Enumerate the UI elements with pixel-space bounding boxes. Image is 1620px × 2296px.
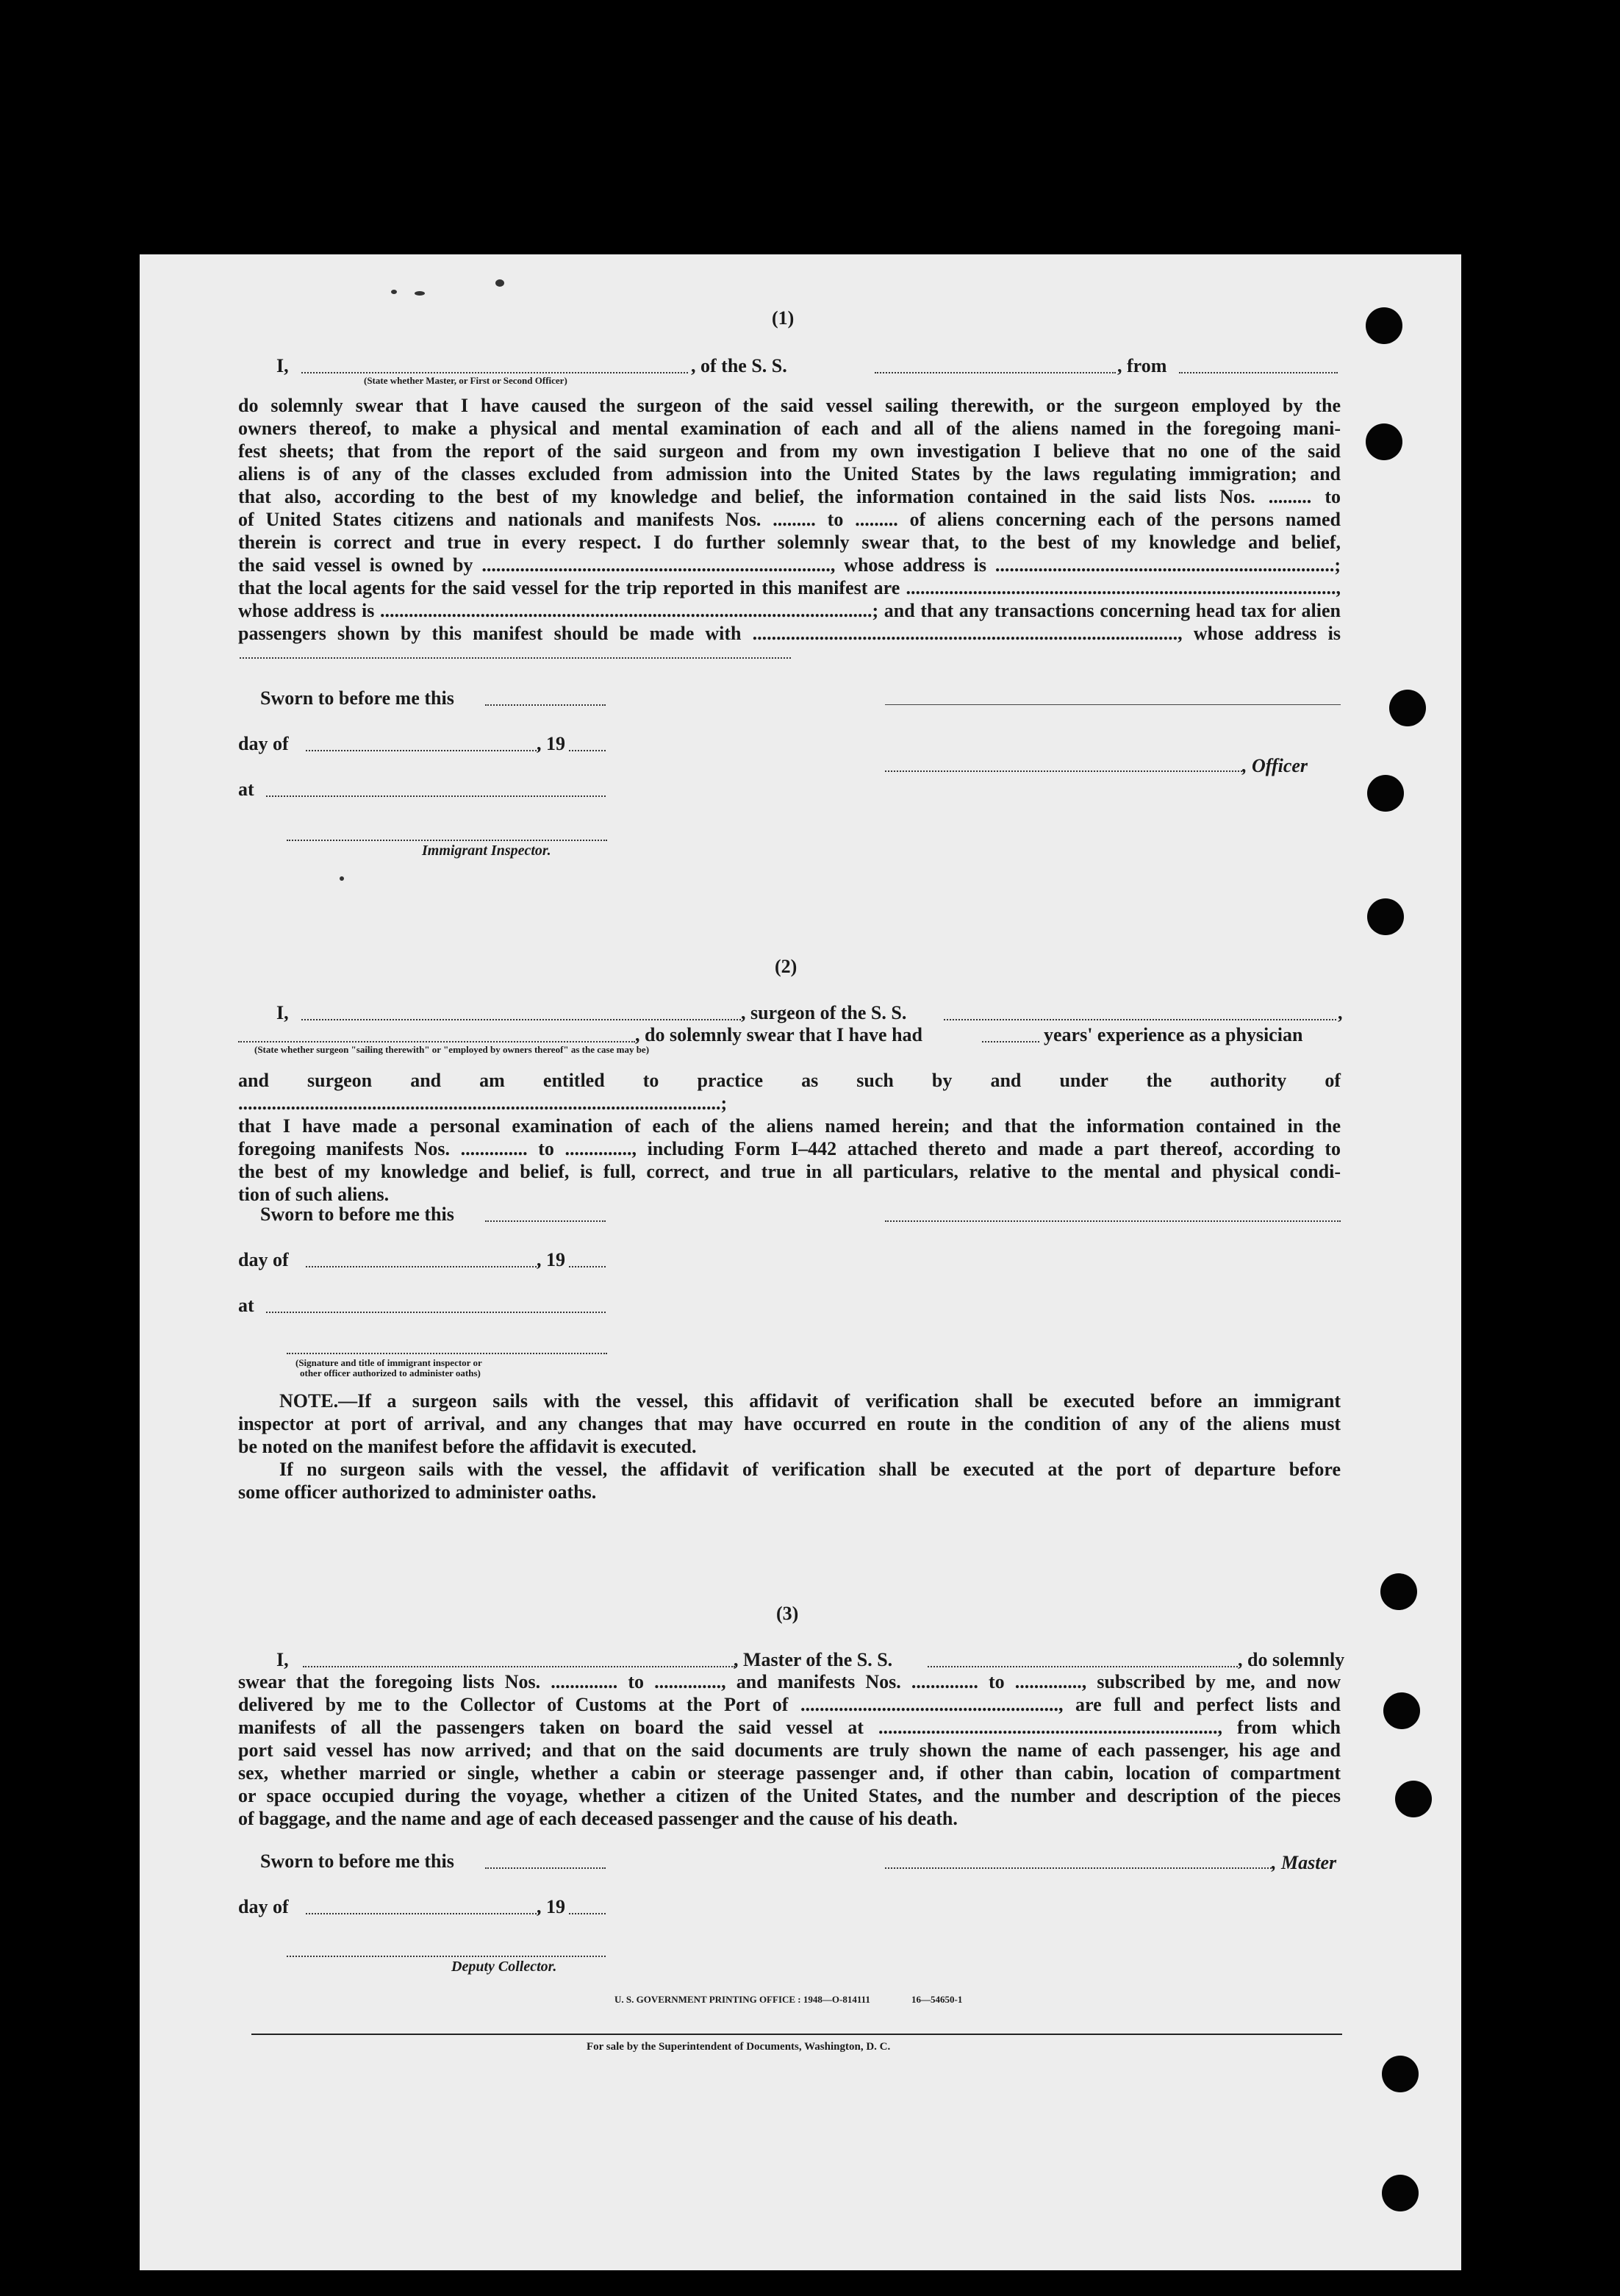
body-line: of United States citizens and nationals and manifests Nos. ......... to ......... of aliens concerning each of the persons named bbox=[238, 509, 1341, 530]
year-blank bbox=[569, 750, 606, 751]
footer-rule bbox=[251, 2034, 1342, 2035]
deputy-signature-line bbox=[287, 1956, 606, 1957]
note-line: If no surgeon sails with the vessel, the affidavit of verification shall be executed at the port of departure before bbox=[279, 1459, 1341, 1480]
surgeon-vessel-blank bbox=[944, 1019, 1336, 1020]
speck bbox=[415, 291, 425, 296]
section-2-at-label: at bbox=[238, 1295, 254, 1316]
sworn-date-blank bbox=[485, 704, 606, 706]
section-1-sworn-label: Sworn to before me this bbox=[260, 687, 454, 709]
printing-office-line: U. S. GOVERNMENT PRINTING OFFICE : 1948—O-814111 bbox=[614, 1994, 870, 2005]
body-line: that I have made a personal examination of each of the aliens named herein; and that the information contained in the bbox=[238, 1115, 1341, 1137]
body-line: owners thereof, to make a physical and mental examination of each and all of the aliens named in the foregoing mani- bbox=[238, 418, 1341, 439]
speck bbox=[340, 876, 344, 881]
vessel-name-blank bbox=[875, 372, 1116, 373]
inspector-signature-line bbox=[287, 840, 607, 841]
immigrant-inspector-label: Immigrant Inspector. bbox=[422, 843, 551, 859]
from-port-blank bbox=[1179, 372, 1338, 373]
body-line: port said vessel has now arrived; and that on the said documents are truly shown the name of each passenger, his age and bbox=[238, 1739, 1341, 1761]
surgeon-signature-line bbox=[885, 1220, 1341, 1222]
master-vessel-blank bbox=[928, 1666, 1238, 1667]
surgeon-name-blank bbox=[301, 1019, 741, 1020]
body-line: swear that the foregoing lists Nos. .............. to .............., and manifests Nos. .............. to .............., subscribed by me, and now bbox=[238, 1671, 1341, 1692]
section-1-year-label: , 19 bbox=[537, 733, 565, 754]
binder-hole-3 bbox=[1389, 690, 1426, 726]
master-of-label: , Master of the S. S. bbox=[734, 1649, 893, 1670]
note-line: inspector at port of arrival, and any changes that may have occurred en route in the condition of any of the aliens must bbox=[238, 1413, 1341, 1434]
years-experience-blank bbox=[982, 1041, 1039, 1043]
inspector-signature-line bbox=[287, 1353, 607, 1354]
signature-note-line-2: other officer authorized to administer oaths) bbox=[300, 1367, 481, 1378]
do-swear-label: , do solemnly swear that I have had bbox=[635, 1024, 923, 1045]
at-place-blank bbox=[266, 795, 606, 797]
section-1-of-ss-label: , of the S. S. bbox=[691, 355, 787, 376]
section-1-day-of-label: day of bbox=[238, 733, 289, 754]
body-line: the said vessel is owned by ........................................................................., whose address is .......................................................................; bbox=[238, 554, 1341, 576]
section-2-body bbox=[238, 1069, 1341, 1206]
body-line: of baggage, and the name and age of each deceased passenger and the cause of his death. bbox=[238, 1808, 958, 1829]
day-of-blank bbox=[306, 750, 540, 751]
officer-name-blank bbox=[301, 372, 688, 373]
officer-signature-line-1 bbox=[885, 704, 1341, 705]
body-line: tion of such aliens. bbox=[238, 1184, 390, 1205]
master-name-blank bbox=[303, 1666, 735, 1667]
section-1-at-label: at bbox=[238, 779, 254, 800]
form-sheet bbox=[140, 254, 1461, 2270]
binder-hole-4 bbox=[1367, 775, 1404, 812]
body-line: that the local agents for the said vessel for the trip reported in this manifest are .........................................................................................., bbox=[238, 577, 1341, 598]
sworn-date-blank bbox=[485, 1220, 606, 1222]
section-2-heading: (2) bbox=[775, 956, 798, 977]
binder-hole-2 bbox=[1366, 423, 1402, 460]
master-title-label: , Master bbox=[1272, 1852, 1337, 1873]
section-3-day-of-label: day of bbox=[238, 1896, 289, 1917]
section-3-body bbox=[238, 1670, 1341, 1830]
note-paragraph-1 bbox=[238, 1390, 1341, 1458]
section-2-comma: , bbox=[1338, 1002, 1343, 1023]
officer-signature-line-2 bbox=[885, 770, 1242, 772]
section-1-body bbox=[238, 394, 1341, 645]
binder-hole-8 bbox=[1395, 1781, 1432, 1817]
section-3-sworn-label: Sworn to before me this bbox=[260, 1850, 454, 1872]
surgeon-of-label: , surgeon of the S. S. bbox=[741, 1002, 907, 1023]
section-2-sworn-label: Sworn to before me this bbox=[260, 1204, 454, 1225]
body-line: therein is correct and true in every respect. I do further solemnly swear that, to the best of my knowledge and belief, bbox=[238, 532, 1341, 553]
body-line: and surgeon and am entitled to practice as such by and under the authority of .....................................................................................................; bbox=[238, 1070, 1341, 1114]
body-line: manifests of all the passengers taken on board the said vessel at ......................................................................., from which bbox=[238, 1717, 1341, 1738]
at-place-blank bbox=[266, 1312, 606, 1313]
sworn-date-blank bbox=[485, 1867, 606, 1869]
body-line: the best of my knowledge and belief, is full, correct, and true in all particulars, relative to the mental and physical condi- bbox=[238, 1161, 1341, 1182]
body-line: sex, whether married or single, whether a cabin or steerage passenger and, if other than cabin, location of compartment bbox=[238, 1762, 1341, 1784]
section-2-state-note: (State whether surgeon "sailing therewith" or "employed by owners thereof" as the case may be) bbox=[254, 1044, 650, 1055]
body-line: delivered by me to the Collector of Customs at the Port of ......................................................, are full and perfect lists and bbox=[238, 1694, 1341, 1715]
section-1-from-label: , from bbox=[1117, 355, 1167, 376]
binder-hole-9 bbox=[1382, 2056, 1419, 2092]
note-line: NOTE.—If a surgeon sails with the vessel, this affidavit of verification shall be executed before an immigrant bbox=[279, 1390, 1341, 1412]
body-line: fest sheets; that from the report of the said surgeon and from my own investigation I believe that no one of the said bbox=[238, 440, 1341, 462]
deputy-collector-label: Deputy Collector. bbox=[451, 1959, 557, 1975]
section-3-heading: (3) bbox=[776, 1603, 799, 1624]
for-sale-line: For sale by the Superintendent of Documents, Washington, D. C. bbox=[587, 2041, 891, 2053]
body-line: do solemnly swear that I have caused the surgeon of the said vessel sailing therewith, or the surgeon employed by the bbox=[238, 395, 1341, 416]
section-3-i-label: I, bbox=[276, 1649, 289, 1670]
binder-hole-5 bbox=[1367, 898, 1404, 935]
year-blank bbox=[569, 1266, 606, 1267]
note-line: be noted on the manifest before the affidavit is executed. bbox=[238, 1436, 697, 1457]
year-blank bbox=[569, 1913, 606, 1914]
section-2-year-label: , 19 bbox=[537, 1249, 565, 1270]
body-line: or space occupied during the voyage, whether a citizen of the United States, and the number and description of the pieces bbox=[238, 1785, 1341, 1806]
whose-address-continuation-blank bbox=[240, 657, 791, 659]
section-1-i-label: I, bbox=[276, 355, 289, 376]
form-number: 16—54650-1 bbox=[911, 1994, 963, 2005]
signature-note-line-1: (Signature and title of immigrant inspector or bbox=[295, 1357, 482, 1368]
body-line: whose address is .......................................................................................................; and that any transactions concerning head tax for alien bbox=[238, 600, 1341, 621]
body-line: foregoing manifests Nos. .............. to .............., including Form I–442 attached thereto and made a part thereof, according to bbox=[238, 1138, 1341, 1159]
binder-hole-6 bbox=[1380, 1573, 1417, 1610]
officer-title-label: , Officer bbox=[1242, 755, 1308, 776]
body-line: aliens is of any of the classes excluded from admission into the United States by the laws regulating immigration; and bbox=[238, 463, 1341, 484]
binder-hole-1 bbox=[1366, 307, 1402, 344]
note-line: some officer authorized to administer oaths. bbox=[238, 1481, 597, 1503]
body-line: that also, according to the best of my knowledge and belief, the information contained in the said lists Nos. ......... to bbox=[238, 486, 1341, 507]
section-1-heading: (1) bbox=[772, 307, 795, 329]
speck bbox=[495, 279, 504, 287]
surgeon-status-blank bbox=[238, 1041, 635, 1043]
body-line: passengers shown by this manifest should be made with ........................................................................................., whose address is bbox=[238, 623, 1341, 644]
note-paragraph-2 bbox=[238, 1458, 1341, 1503]
day-of-blank bbox=[306, 1913, 540, 1914]
section-2-i-label: I, bbox=[276, 1002, 289, 1023]
solemnly-label: , do solemnly bbox=[1238, 1649, 1345, 1670]
master-signature-line bbox=[885, 1867, 1272, 1869]
section-1-state-note: (State whether Master, or First or Second Officer) bbox=[364, 375, 567, 386]
section-2-day-of-label: day of bbox=[238, 1249, 289, 1270]
speck bbox=[391, 290, 397, 294]
binder-hole-7 bbox=[1383, 1692, 1420, 1729]
years-experience-label: years' experience as a physician bbox=[1044, 1024, 1303, 1045]
section-3-year-label: , 19 bbox=[537, 1896, 565, 1917]
day-of-blank bbox=[306, 1266, 540, 1267]
binder-hole-10 bbox=[1382, 2175, 1419, 2211]
